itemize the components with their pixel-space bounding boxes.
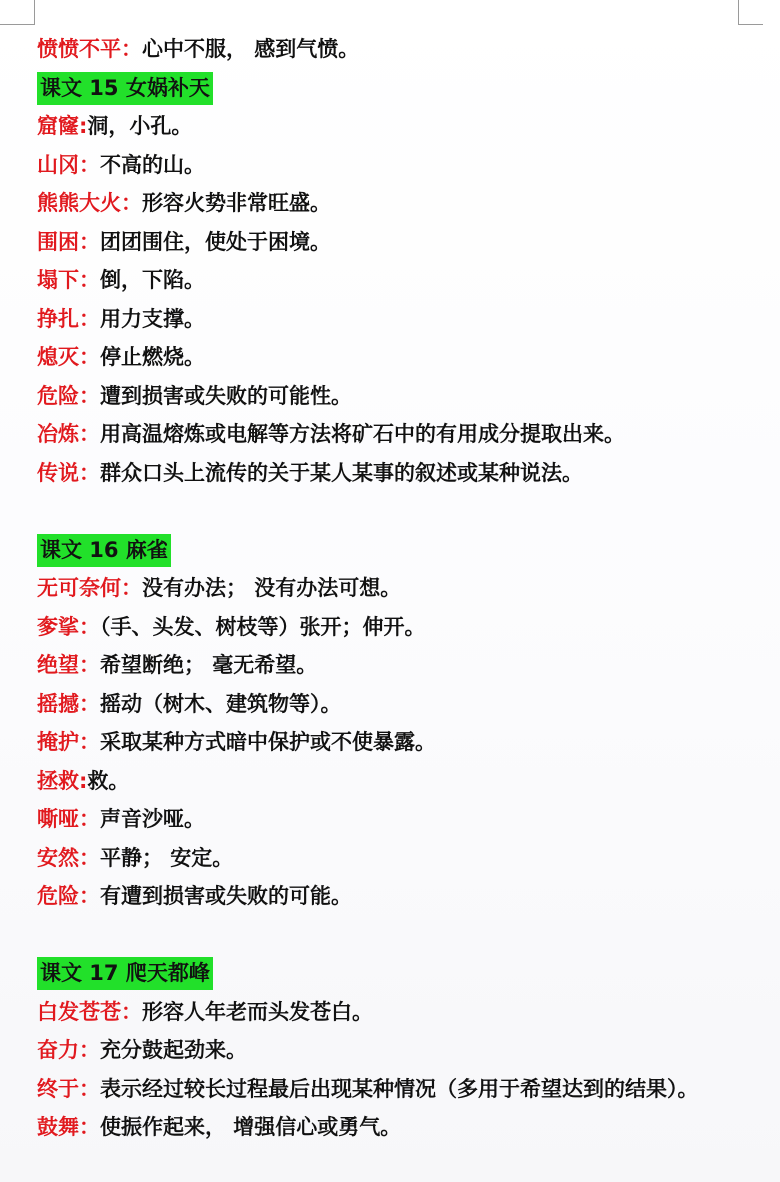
vocab-definition: 不高的山。 xyxy=(100,152,205,177)
vocab-definition: 用高温熔炼或电解等方法将矿石中的有用成分提取出来。 xyxy=(100,422,625,446)
vocab-colon: ： xyxy=(79,460,100,485)
vocab-definition: 群众口头上流传的关于某人某事的叙述或某种说法。 xyxy=(100,460,583,485)
vocab-term: 白发苍苍 xyxy=(37,999,121,1024)
vocab-colon: ： xyxy=(79,845,100,870)
vocab-entry xyxy=(37,723,747,762)
vocab-entry xyxy=(37,146,747,185)
vocab-definition: 充分鼓起劲来。 xyxy=(100,1038,247,1062)
vocab-term: 拯救 xyxy=(37,768,79,793)
vocab-colon: : xyxy=(79,114,88,138)
vocab-entry xyxy=(37,338,747,377)
vocab-colon: ： xyxy=(79,730,100,754)
vocab-definition: 平静； 安定。 xyxy=(100,845,234,870)
vocab-term: 奓挲 xyxy=(37,614,79,639)
vocab-definition: 团团围住，使处于困境。 xyxy=(100,229,331,254)
vocab-term: 围困 xyxy=(37,229,79,254)
vocab-colon: ： xyxy=(121,37,142,61)
vocab-term: 嘶哑 xyxy=(37,807,79,831)
vocab-colon: ： xyxy=(121,576,142,600)
vocab-term: 塌下 xyxy=(37,268,79,292)
vocab-colon: ： xyxy=(79,1115,100,1139)
vocab-colon: ： xyxy=(79,807,100,831)
vocab-entry xyxy=(37,454,747,493)
vocab-colon: ： xyxy=(79,1038,100,1062)
vocab-entry xyxy=(37,1108,747,1147)
vocab-entry xyxy=(37,1070,747,1109)
vocab-term: 窟窿 xyxy=(37,114,79,138)
vocabulary-list xyxy=(37,30,747,1147)
lesson-heading: 课文 15 女娲补天 xyxy=(37,72,213,105)
page-corner-mark-top-left xyxy=(0,0,35,25)
vocab-colon: ： xyxy=(79,229,100,254)
vocab-entry xyxy=(37,800,747,839)
lesson-heading: 课文 16 麻雀 xyxy=(37,534,171,567)
vocab-colon: ： xyxy=(79,884,100,908)
vocab-colon: ： xyxy=(121,191,142,215)
vocab-entry xyxy=(37,223,747,262)
vocab-entry xyxy=(37,839,747,878)
vocab-entry xyxy=(37,993,747,1032)
vocab-colon: ： xyxy=(79,345,100,369)
vocab-term: 传说 xyxy=(37,460,79,485)
vocab-entry xyxy=(37,569,747,608)
vocab-entry xyxy=(37,377,747,416)
vocab-term: 终于 xyxy=(37,1076,79,1101)
vocab-definition: 心中不服， 感到气愤。 xyxy=(142,37,360,61)
vocab-colon: ： xyxy=(79,306,100,331)
vocab-colon: ： xyxy=(79,268,100,292)
vocab-definition: 表示经过较长过程最后出现某种情况（多用于希望达到的结果）。 xyxy=(100,1076,699,1101)
vocab-definition: 停止燃烧。 xyxy=(100,345,205,369)
vocab-entry xyxy=(37,261,747,300)
vocab-definition: 遭到损害或失败的可能性。 xyxy=(100,383,352,408)
vocab-entry xyxy=(37,1031,747,1070)
vocab-entry xyxy=(37,608,747,647)
vocab-entry xyxy=(37,30,747,69)
vocab-term: 掩护 xyxy=(37,730,79,754)
vocab-colon: ： xyxy=(79,1076,100,1101)
vocab-term: 冶炼 xyxy=(37,422,79,446)
vocab-term: 鼓舞 xyxy=(37,1115,79,1139)
vocab-definition: 有遭到损害或失败的可能。 xyxy=(100,884,352,908)
vocab-entry xyxy=(37,877,747,916)
blank-line xyxy=(37,492,747,531)
vocab-term: 摇撼 xyxy=(37,691,79,716)
vocab-term: 奋力 xyxy=(37,1038,79,1062)
vocab-term: 熊熊大火 xyxy=(37,191,121,215)
vocab-term: 山冈 xyxy=(37,152,79,177)
vocab-term: 危险 xyxy=(37,884,79,908)
vocab-entry xyxy=(37,300,747,339)
vocab-colon: ： xyxy=(121,999,142,1024)
vocab-term: 危险 xyxy=(37,383,79,408)
vocab-term: 熄灭 xyxy=(37,345,79,369)
vocab-definition: 形容人年老而头发苍白。 xyxy=(142,999,373,1024)
vocab-colon: ： xyxy=(79,152,100,177)
blank-line xyxy=(37,916,747,955)
vocab-definition: 希望断绝； 毫无希望。 xyxy=(100,653,318,677)
vocab-entry xyxy=(37,184,747,223)
vocab-colon: ： xyxy=(79,422,100,446)
vocab-term: 无可奈何 xyxy=(37,576,121,600)
vocab-colon: ： xyxy=(79,691,100,716)
vocab-term: 愤愤不平 xyxy=(37,37,121,61)
vocab-entry xyxy=(37,415,747,454)
vocab-definition: 倒，下陷。 xyxy=(100,268,205,292)
vocab-colon: ： xyxy=(79,383,100,408)
vocab-entry xyxy=(37,685,747,724)
vocab-term: 绝望 xyxy=(37,653,79,677)
vocab-term: 挣扎 xyxy=(37,306,79,331)
vocab-definition: 形容火势非常旺盛。 xyxy=(142,191,331,215)
vocab-colon: ： xyxy=(79,653,100,677)
vocab-definition: 摇动（树木、建筑物等）。 xyxy=(100,691,342,716)
vocab-term: 安然 xyxy=(37,845,79,870)
page-corner-mark-top-right xyxy=(738,0,763,25)
vocab-definition: 声音沙哑。 xyxy=(100,807,205,831)
vocab-entry xyxy=(37,107,747,146)
lesson-heading: 课文 17 爬天都峰 xyxy=(37,957,213,990)
vocab-colon: : xyxy=(79,768,88,793)
lesson-heading-line xyxy=(37,69,747,108)
vocab-definition: 使振作起来， 增强信心或勇气。 xyxy=(100,1115,402,1139)
lesson-heading-line xyxy=(37,531,747,570)
vocab-definition: （手、头发、树枝等）张开；伸开。 xyxy=(100,614,426,639)
vocab-definition: 救。 xyxy=(87,768,130,793)
vocab-definition: 采取某种方式暗中保护或不使暴露。 xyxy=(100,730,436,754)
vocab-entry xyxy=(37,646,747,685)
vocab-definition: 洞，小孔。 xyxy=(87,114,193,138)
vocab-definition: 用力支撑。 xyxy=(100,306,205,331)
vocab-entry xyxy=(37,762,747,801)
lesson-heading-line xyxy=(37,954,747,993)
vocab-definition: 没有办法； 没有办法可想。 xyxy=(142,576,402,600)
vocab-colon: ： xyxy=(79,614,100,639)
